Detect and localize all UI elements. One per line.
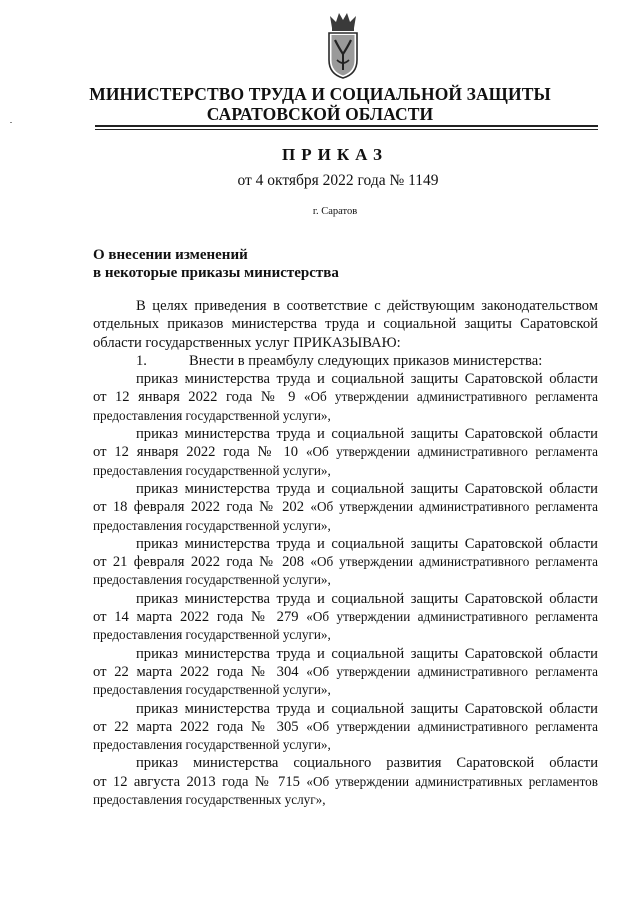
header-divider-thin — [95, 129, 598, 130]
entry-line1: приказ министерства труда и социальной защиты Саратовской области — [136, 426, 598, 443]
entry-title: «Об утверждении административного регламента — [303, 389, 598, 405]
entry-date: от 22 марта 2022 года № 305 — [93, 718, 299, 735]
entry-title: «Об утверждении административных регламентов — [306, 773, 598, 789]
order-entry — [93, 425, 598, 480]
entry-date: от 22 марта 2022 года № 304 — [93, 663, 299, 680]
entry-title: «Об утверждении административного регламента — [310, 499, 598, 515]
entry-line2 — [93, 443, 598, 461]
entry-line1: приказ министерства труда и социальной защиты Саратовской области — [136, 590, 598, 607]
order-entry — [93, 700, 598, 755]
entry-date: от 12 января 2022 года № 9 — [93, 389, 296, 406]
margin-mark — [10, 122, 12, 123]
entry-line1: приказ министерства труда и социальной защиты Саратовской области — [136, 535, 598, 552]
entry-title: «Об утверждении административного регламента — [310, 554, 598, 570]
entry-line2 — [93, 498, 598, 516]
order-city: г. Саратов — [312, 206, 358, 217]
entry-date: от 14 марта 2022 года № 279 — [93, 609, 299, 626]
entry-title: «Об утверждении административного регламента — [305, 444, 599, 460]
order-entry — [93, 370, 598, 425]
entry-title: «Об утверждении административного регламента — [306, 609, 598, 625]
ministry-name-line1: МИНИСТЕРСТВО ТРУДА И СОЦИАЛЬНОЙ ЗАЩИТЫ — [89, 84, 551, 104]
entry-line3: предоставления государственной услуги», — [93, 572, 331, 588]
order-entry — [93, 754, 598, 809]
item-1 — [93, 352, 598, 370]
entry-line1: приказ министерства труда и социальной защиты Саратовской области — [136, 700, 598, 717]
entry-line3: предоставления государственных услуг», — [93, 792, 326, 808]
entry-line3: предоставления государственной услуги», — [93, 407, 331, 423]
entry-line2 — [93, 553, 598, 571]
coat-of-arms-emblem — [326, 10, 360, 80]
entry-line2 — [93, 773, 598, 791]
entry-title: «Об утверждении административного регламента — [306, 718, 598, 734]
subject-line1: О внесении изменений — [93, 247, 248, 263]
entry-line3: предоставления государственной услуги», — [93, 517, 331, 533]
entry-line2 — [93, 663, 598, 681]
entry-date: от 12 августа 2013 года № 715 — [93, 773, 300, 790]
entry-line1: приказ министерства труда и социальной защиты Саратовской области — [136, 371, 598, 388]
entry-date: от 12 января 2022 года № 10 — [93, 444, 299, 461]
item-1-text: Внести в преамбулу следующих приказов министерства: — [189, 352, 543, 369]
entry-date: от 18 февраля 2022 года № 202 — [93, 499, 305, 516]
entry-line2 — [93, 608, 598, 626]
order-entry — [93, 535, 598, 590]
entry-line1: приказ министерства социального развития Саратовской области — [136, 755, 598, 772]
entry-line3: предоставления государственной услуги», — [93, 682, 331, 698]
entry-line2 — [93, 388, 598, 406]
preamble-paragraph: В целях приведения в соответствие с действующим законодательством отдельных приказов министерства труда и социальной защиты Саратовской области государственных услуг ПРИКАЗЫВАЮ: — [93, 298, 598, 351]
subject-line2: в некоторые приказы министерства — [93, 265, 339, 281]
order-title: ПРИКАЗ — [282, 145, 388, 164]
entry-title: «Об утверждении административного регламента — [306, 663, 598, 679]
order-entry — [93, 590, 598, 645]
entry-line1: приказ министерства труда и социальной защиты Саратовской области — [136, 480, 598, 497]
order-date: от 4 октября 2022 года № 1149 — [237, 172, 439, 189]
entry-line3: предоставления государственной услуги», — [93, 462, 331, 478]
order-body — [93, 297, 598, 809]
entry-date: от 21 февраля 2022 года № 208 — [93, 554, 305, 571]
header-divider-thick — [95, 125, 598, 127]
order-entry — [93, 645, 598, 700]
entry-line3: предоставления государственной услуги», — [93, 627, 331, 643]
order-entry — [93, 480, 598, 535]
entry-line2 — [93, 718, 598, 736]
entry-line3: предоставления государственной услуги», — [93, 737, 331, 753]
item-1-number: 1. — [136, 352, 147, 369]
ministry-name-line2: САРАТОВСКОЙ ОБЛАСТИ — [206, 104, 434, 124]
entry-line1: приказ министерства труда и социальной защиты Саратовской области — [136, 645, 598, 662]
